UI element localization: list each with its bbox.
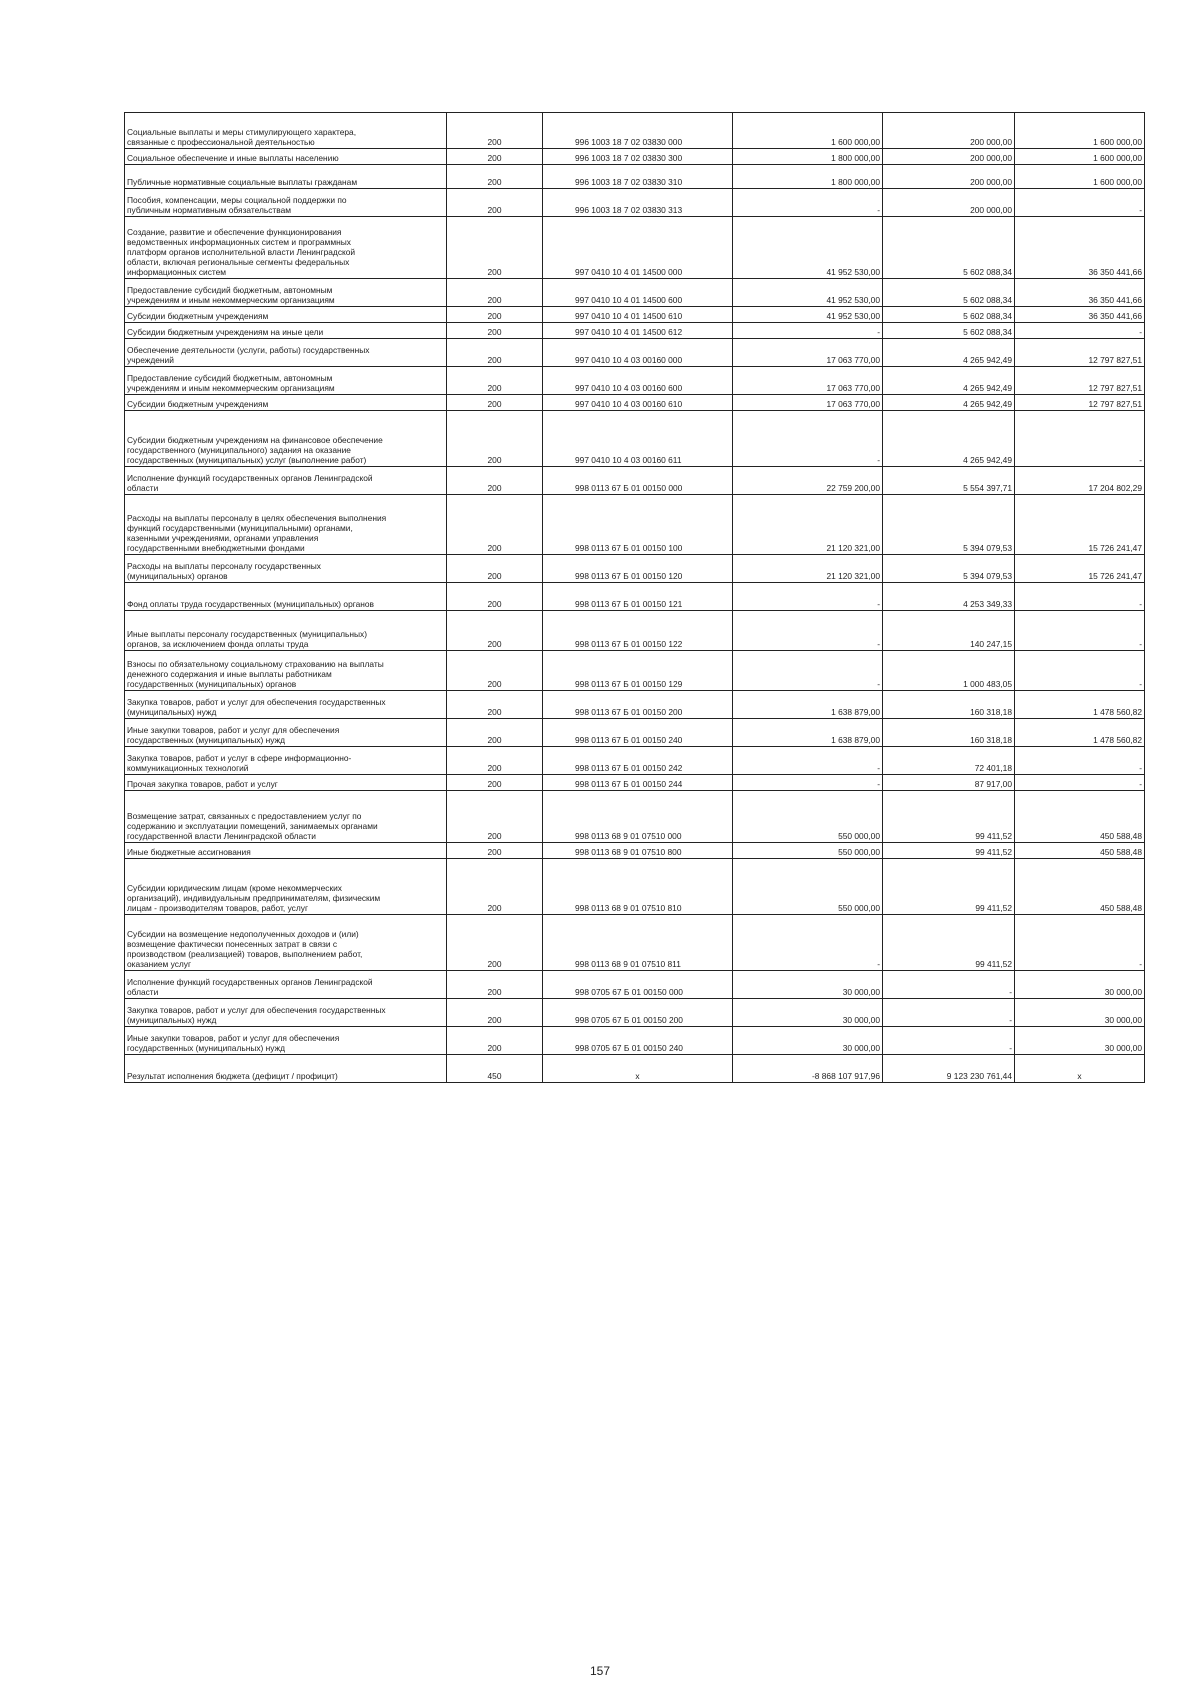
table-row xyxy=(125,999,1145,1027)
row-line-code-cell: 200 xyxy=(447,583,543,611)
row-name-cell: Субсидии юридическим лицам (кроме некоммерческих организаций), индивидуальным предпринимателям, физическим лицам - производителям товаров, работ, услуг xyxy=(125,859,447,915)
table-row xyxy=(125,859,1145,915)
table-row xyxy=(125,971,1145,999)
row-unexecuted-cell: 1 478 560,82 xyxy=(1015,691,1145,719)
row-budget-code-cell: 997 0410 10 4 03 00160 600 xyxy=(543,367,733,395)
row-budget-code-cell: 998 0113 67 Б 01 00150 244 xyxy=(543,775,733,791)
row-line-code-cell: 200 xyxy=(447,149,543,165)
row-unexecuted-cell: 36 350 441,66 xyxy=(1015,217,1145,279)
row-approved-cell: 30 000,00 xyxy=(733,999,883,1027)
row-line-code-cell: 200 xyxy=(447,367,543,395)
row-budget-code-cell: 998 0113 67 Б 01 00150 242 xyxy=(543,747,733,775)
row-unexecuted-cell: 450 588,48 xyxy=(1015,859,1145,915)
row-name-cell: Субсидии бюджетным учреждениям на финансовое обеспечение государственного (муниципального) задания на оказание государственных (муниципальных) услуг (выполнение работ) xyxy=(125,411,447,467)
row-approved-cell: - xyxy=(733,189,883,217)
table-body xyxy=(125,113,1145,1083)
row-line-code-cell: 200 xyxy=(447,217,543,279)
table-row xyxy=(125,217,1145,279)
row-budget-code-cell: 998 0705 67 Б 01 00150 200 xyxy=(543,999,733,1027)
row-unexecuted-cell: 15 726 241,47 xyxy=(1015,495,1145,555)
row-executed-cell: 9 123 230 761,44 xyxy=(883,1055,1015,1083)
row-executed-cell: 5 394 079,53 xyxy=(883,495,1015,555)
row-budget-code-cell: 997 0410 10 4 03 00160 000 xyxy=(543,339,733,367)
row-unexecuted-cell: 36 350 441,66 xyxy=(1015,307,1145,323)
row-unexecuted-cell: 1 600 000,00 xyxy=(1015,149,1145,165)
row-executed-cell: 4 265 942,49 xyxy=(883,411,1015,467)
row-name-cell: Иные закупки товаров, работ и услуг для обеспечения государственных (муниципальных) нужд xyxy=(125,1027,447,1055)
row-unexecuted-cell: 30 000,00 xyxy=(1015,971,1145,999)
row-budget-code-cell: 998 0113 67 Б 01 00150 240 xyxy=(543,719,733,747)
row-unexecuted-cell: - xyxy=(1015,583,1145,611)
table-row xyxy=(125,611,1145,651)
row-budget-code-cell: 998 0113 68 9 01 07510 800 xyxy=(543,843,733,859)
row-approved-cell: 1 638 879,00 xyxy=(733,691,883,719)
row-approved-cell: 41 952 530,00 xyxy=(733,217,883,279)
row-executed-cell: 99 411,52 xyxy=(883,859,1015,915)
row-approved-cell: 550 000,00 xyxy=(733,843,883,859)
row-unexecuted-cell: - xyxy=(1015,651,1145,691)
budget-table-page xyxy=(124,112,1144,1083)
table-row xyxy=(125,843,1145,859)
row-line-code-cell: 200 xyxy=(447,411,543,467)
row-approved-cell: - xyxy=(733,915,883,971)
row-executed-cell: 4 265 942,49 xyxy=(883,367,1015,395)
row-approved-cell: 17 063 770,00 xyxy=(733,367,883,395)
row-budget-code-cell: 997 0410 10 4 03 00160 610 xyxy=(543,395,733,411)
row-line-code-cell: 200 xyxy=(447,999,543,1027)
row-line-code-cell: 200 xyxy=(447,467,543,495)
budget-execution-table xyxy=(124,112,1145,1083)
row-approved-cell: 21 120 321,00 xyxy=(733,555,883,583)
row-approved-cell: 1 800 000,00 xyxy=(733,165,883,189)
row-unexecuted-cell: 30 000,00 xyxy=(1015,999,1145,1027)
row-executed-cell: 200 000,00 xyxy=(883,165,1015,189)
row-name-cell: Социальные выплаты и меры стимулирующего характера, связанные с профессиональной деятельностью xyxy=(125,113,447,149)
row-name-cell: Создание, развитие и обеспечение функционирования ведомственных информационных систем и программных платформ органов исполнительной власти Ленинградской области, включая региональные сегменты федеральных информационных систем xyxy=(125,217,447,279)
row-approved-cell: 1 800 000,00 xyxy=(733,149,883,165)
row-name-cell: Обеспечение деятельности (услуги, работы) государственных учреждений xyxy=(125,339,447,367)
row-budget-code-cell: 998 0705 67 Б 01 00150 240 xyxy=(543,1027,733,1055)
row-executed-cell: 5 554 397,71 xyxy=(883,467,1015,495)
row-unexecuted-cell: - xyxy=(1015,611,1145,651)
row-executed-cell: - xyxy=(883,971,1015,999)
row-unexecuted-cell: 15 726 241,47 xyxy=(1015,555,1145,583)
row-budget-code-cell: 998 0113 68 9 01 07510 810 xyxy=(543,859,733,915)
row-approved-cell: 41 952 530,00 xyxy=(733,279,883,307)
row-name-cell: Субсидии бюджетным учреждениям на иные цели xyxy=(125,323,447,339)
table-row xyxy=(125,691,1145,719)
row-line-code-cell: 200 xyxy=(447,691,543,719)
row-budget-code-cell: 996 1003 18 7 02 03830 313 xyxy=(543,189,733,217)
row-executed-cell: 200 000,00 xyxy=(883,149,1015,165)
row-executed-cell: 5 602 088,34 xyxy=(883,307,1015,323)
row-name-cell: Расходы на выплаты персоналу в целях обеспечения выполнения функций государственными (муниципальными) органами, казенными учреждениями, органами управления государственными внебюджетными фондами xyxy=(125,495,447,555)
row-executed-cell: 87 917,00 xyxy=(883,775,1015,791)
table-row xyxy=(125,651,1145,691)
row-unexecuted-cell: - xyxy=(1015,915,1145,971)
row-budget-code-cell: 996 1003 18 7 02 03830 310 xyxy=(543,165,733,189)
row-approved-cell: 21 120 321,00 xyxy=(733,495,883,555)
table-row xyxy=(125,1055,1145,1083)
row-name-cell: Пособия, компенсации, меры социальной поддержки по публичным нормативным обязательствам xyxy=(125,189,447,217)
row-approved-cell: - xyxy=(733,651,883,691)
row-line-code-cell: 200 xyxy=(447,719,543,747)
row-approved-cell: 30 000,00 xyxy=(733,1027,883,1055)
row-name-cell: Иные закупки товаров, работ и услуг для обеспечения государственных (муниципальных) нужд xyxy=(125,719,447,747)
row-executed-cell: 99 411,52 xyxy=(883,915,1015,971)
row-executed-cell: 160 318,18 xyxy=(883,691,1015,719)
row-budget-code-cell: 998 0113 68 9 01 07510 000 xyxy=(543,791,733,843)
row-unexecuted-cell: 12 797 827,51 xyxy=(1015,395,1145,411)
row-unexecuted-cell: 12 797 827,51 xyxy=(1015,339,1145,367)
row-name-cell: Взносы по обязательному социальному страхованию на выплаты денежного содержания и иные выплаты работникам государственных (муниципальных) органов xyxy=(125,651,447,691)
row-line-code-cell: 200 xyxy=(447,915,543,971)
row-line-code-cell: 200 xyxy=(447,651,543,691)
row-approved-cell: 550 000,00 xyxy=(733,859,883,915)
row-executed-cell: 140 247,15 xyxy=(883,611,1015,651)
row-name-cell: Публичные нормативные социальные выплаты гражданам xyxy=(125,165,447,189)
row-executed-cell: 72 401,18 xyxy=(883,747,1015,775)
table-row xyxy=(125,339,1145,367)
row-line-code-cell: 200 xyxy=(447,1027,543,1055)
row-unexecuted-cell: 1 478 560,82 xyxy=(1015,719,1145,747)
row-approved-cell: - xyxy=(733,775,883,791)
row-approved-cell: - xyxy=(733,323,883,339)
table-row xyxy=(125,189,1145,217)
row-name-cell: Расходы на выплаты персоналу государственных (муниципальных) органов xyxy=(125,555,447,583)
page-number: 157 xyxy=(589,1664,611,1678)
row-name-cell: Исполнение функций государственных органов Ленинградской области xyxy=(125,971,447,999)
row-budget-code-cell: 997 0410 10 4 01 14500 612 xyxy=(543,323,733,339)
row-line-code-cell: 200 xyxy=(447,113,543,149)
row-name-cell: Иные бюджетные ассигнования xyxy=(125,843,447,859)
table-row xyxy=(125,395,1145,411)
table-row xyxy=(125,279,1145,307)
row-budget-code-cell: 998 0113 67 Б 01 00150 120 xyxy=(543,555,733,583)
row-line-code-cell: 200 xyxy=(447,307,543,323)
table-row xyxy=(125,307,1145,323)
row-line-code-cell: 200 xyxy=(447,323,543,339)
row-budget-code-cell: 997 0410 10 4 01 14500 610 xyxy=(543,307,733,323)
row-budget-code-cell: 998 0113 67 Б 01 00150 129 xyxy=(543,651,733,691)
row-line-code-cell: 200 xyxy=(447,843,543,859)
row-name-cell: Закупка товаров, работ и услуг для обеспечения государственных (муниципальных) нужд xyxy=(125,691,447,719)
row-name-cell: Исполнение функций государственных органов Ленинградской области xyxy=(125,467,447,495)
row-name-cell: Субсидии бюджетным учреждениям xyxy=(125,395,447,411)
row-budget-code-cell: 996 1003 18 7 02 03830 300 xyxy=(543,149,733,165)
row-unexecuted-cell: 36 350 441,66 xyxy=(1015,279,1145,307)
table-row xyxy=(125,747,1145,775)
row-name-cell: Иные выплаты персоналу государственных (муниципальных) органов, за исключением фонда оплаты труда xyxy=(125,611,447,651)
table-row xyxy=(125,113,1145,149)
row-executed-cell: 5 394 079,53 xyxy=(883,555,1015,583)
row-line-code-cell: 200 xyxy=(447,279,543,307)
row-approved-cell: - xyxy=(733,411,883,467)
row-approved-cell: 550 000,00 xyxy=(733,791,883,843)
table-row xyxy=(125,1027,1145,1055)
row-executed-cell: 1 000 483,05 xyxy=(883,651,1015,691)
table-row xyxy=(125,555,1145,583)
row-approved-cell: - xyxy=(733,583,883,611)
row-unexecuted-cell: - xyxy=(1015,411,1145,467)
row-executed-cell: 4 253 349,33 xyxy=(883,583,1015,611)
row-budget-code-cell: 998 0113 67 Б 01 00150 200 xyxy=(543,691,733,719)
table-row xyxy=(125,165,1145,189)
row-budget-code-cell: 997 0410 10 4 03 00160 611 xyxy=(543,411,733,467)
table-row xyxy=(125,367,1145,395)
row-line-code-cell: 200 xyxy=(447,859,543,915)
row-executed-cell: 200 000,00 xyxy=(883,113,1015,149)
row-executed-cell: 4 265 942,49 xyxy=(883,339,1015,367)
row-approved-cell: - xyxy=(733,747,883,775)
row-budget-code-cell: 998 0113 68 9 01 07510 811 xyxy=(543,915,733,971)
row-line-code-cell: 200 xyxy=(447,611,543,651)
row-approved-cell: - xyxy=(733,611,883,651)
row-unexecuted-cell: x xyxy=(1015,1055,1145,1083)
row-approved-cell: 1 638 879,00 xyxy=(733,719,883,747)
row-budget-code-cell: x xyxy=(543,1055,733,1083)
row-unexecuted-cell: 450 588,48 xyxy=(1015,791,1145,843)
table-row xyxy=(125,791,1145,843)
table-row xyxy=(125,149,1145,165)
row-name-cell: Результат исполнения бюджета (дефицит / профицит) xyxy=(125,1055,447,1083)
row-name-cell: Социальное обеспечение и иные выплаты населению xyxy=(125,149,447,165)
row-executed-cell: 99 411,52 xyxy=(883,791,1015,843)
row-executed-cell: 4 265 942,49 xyxy=(883,395,1015,411)
row-unexecuted-cell: 30 000,00 xyxy=(1015,1027,1145,1055)
table-row xyxy=(125,915,1145,971)
row-executed-cell: - xyxy=(883,999,1015,1027)
row-executed-cell: 160 318,18 xyxy=(883,719,1015,747)
row-line-code-cell: 200 xyxy=(447,775,543,791)
row-budget-code-cell: 998 0113 67 Б 01 00150 000 xyxy=(543,467,733,495)
table-row xyxy=(125,323,1145,339)
row-executed-cell: 5 602 088,34 xyxy=(883,217,1015,279)
row-unexecuted-cell: - xyxy=(1015,775,1145,791)
table-row xyxy=(125,467,1145,495)
row-name-cell: Прочая закупка товаров, работ и услуг xyxy=(125,775,447,791)
row-name-cell: Возмещение затрат, связанных с предоставлением услуг по содержанию и эксплуатации помещений, занимаемых органами государственной власти Ленинградской области xyxy=(125,791,447,843)
row-unexecuted-cell: 12 797 827,51 xyxy=(1015,367,1145,395)
row-unexecuted-cell: - xyxy=(1015,189,1145,217)
row-name-cell: Предоставление субсидий бюджетным, автономным учреждениям и иным некоммерческим организациям xyxy=(125,279,447,307)
row-unexecuted-cell: 1 600 000,00 xyxy=(1015,165,1145,189)
row-budget-code-cell: 998 0113 67 Б 01 00150 121 xyxy=(543,583,733,611)
row-executed-cell: 200 000,00 xyxy=(883,189,1015,217)
row-line-code-cell: 200 xyxy=(447,747,543,775)
row-executed-cell: 5 602 088,34 xyxy=(883,323,1015,339)
row-line-code-cell: 200 xyxy=(447,189,543,217)
row-name-cell: Закупка товаров, работ и услуг для обеспечения государственных (муниципальных) нужд xyxy=(125,999,447,1027)
row-executed-cell: 5 602 088,34 xyxy=(883,279,1015,307)
row-name-cell: Субсидии бюджетным учреждениям xyxy=(125,307,447,323)
table-row xyxy=(125,583,1145,611)
table-row xyxy=(125,775,1145,791)
table-row xyxy=(125,495,1145,555)
row-approved-cell: -8 868 107 917,96 xyxy=(733,1055,883,1083)
table-row xyxy=(125,719,1145,747)
row-unexecuted-cell: 17 204 802,29 xyxy=(1015,467,1145,495)
row-line-code-cell: 200 xyxy=(447,555,543,583)
row-approved-cell: 1 600 000,00 xyxy=(733,113,883,149)
row-unexecuted-cell: - xyxy=(1015,323,1145,339)
row-approved-cell: 41 952 530,00 xyxy=(733,307,883,323)
row-approved-cell: 22 759 200,00 xyxy=(733,467,883,495)
row-name-cell: Закупка товаров, работ и услуг в сфере информационно- коммуникационных технологий xyxy=(125,747,447,775)
row-unexecuted-cell: 450 588,48 xyxy=(1015,843,1145,859)
row-executed-cell: 99 411,52 xyxy=(883,843,1015,859)
row-approved-cell: 17 063 770,00 xyxy=(733,339,883,367)
row-line-code-cell: 200 xyxy=(447,791,543,843)
row-line-code-cell: 450 xyxy=(447,1055,543,1083)
row-line-code-cell: 200 xyxy=(447,971,543,999)
row-name-cell: Субсидии на возмещение недополученных доходов и (или) возмещение фактически понесенных затрат в связи с производством (реализацией) товаров, выполнением работ, оказанием услуг xyxy=(125,915,447,971)
row-line-code-cell: 200 xyxy=(447,165,543,189)
row-line-code-cell: 200 xyxy=(447,339,543,367)
row-executed-cell: - xyxy=(883,1027,1015,1055)
row-approved-cell: 30 000,00 xyxy=(733,971,883,999)
row-name-cell: Фонд оплаты труда государственных (муниципальных) органов xyxy=(125,583,447,611)
row-budget-code-cell: 998 0113 67 Б 01 00150 122 xyxy=(543,611,733,651)
row-approved-cell: 17 063 770,00 xyxy=(733,395,883,411)
row-line-code-cell: 200 xyxy=(447,395,543,411)
row-budget-code-cell: 998 0705 67 Б 01 00150 000 xyxy=(543,971,733,999)
row-name-cell: Предоставление субсидий бюджетным, автономным учреждениям и иным некоммерческим организациям xyxy=(125,367,447,395)
row-budget-code-cell: 997 0410 10 4 01 14500 600 xyxy=(543,279,733,307)
table-row xyxy=(125,411,1145,467)
row-budget-code-cell: 996 1003 18 7 02 03830 000 xyxy=(543,113,733,149)
row-budget-code-cell: 997 0410 10 4 01 14500 000 xyxy=(543,217,733,279)
row-unexecuted-cell: - xyxy=(1015,747,1145,775)
row-budget-code-cell: 998 0113 67 Б 01 00150 100 xyxy=(543,495,733,555)
row-unexecuted-cell: 1 600 000,00 xyxy=(1015,113,1145,149)
row-line-code-cell: 200 xyxy=(447,495,543,555)
